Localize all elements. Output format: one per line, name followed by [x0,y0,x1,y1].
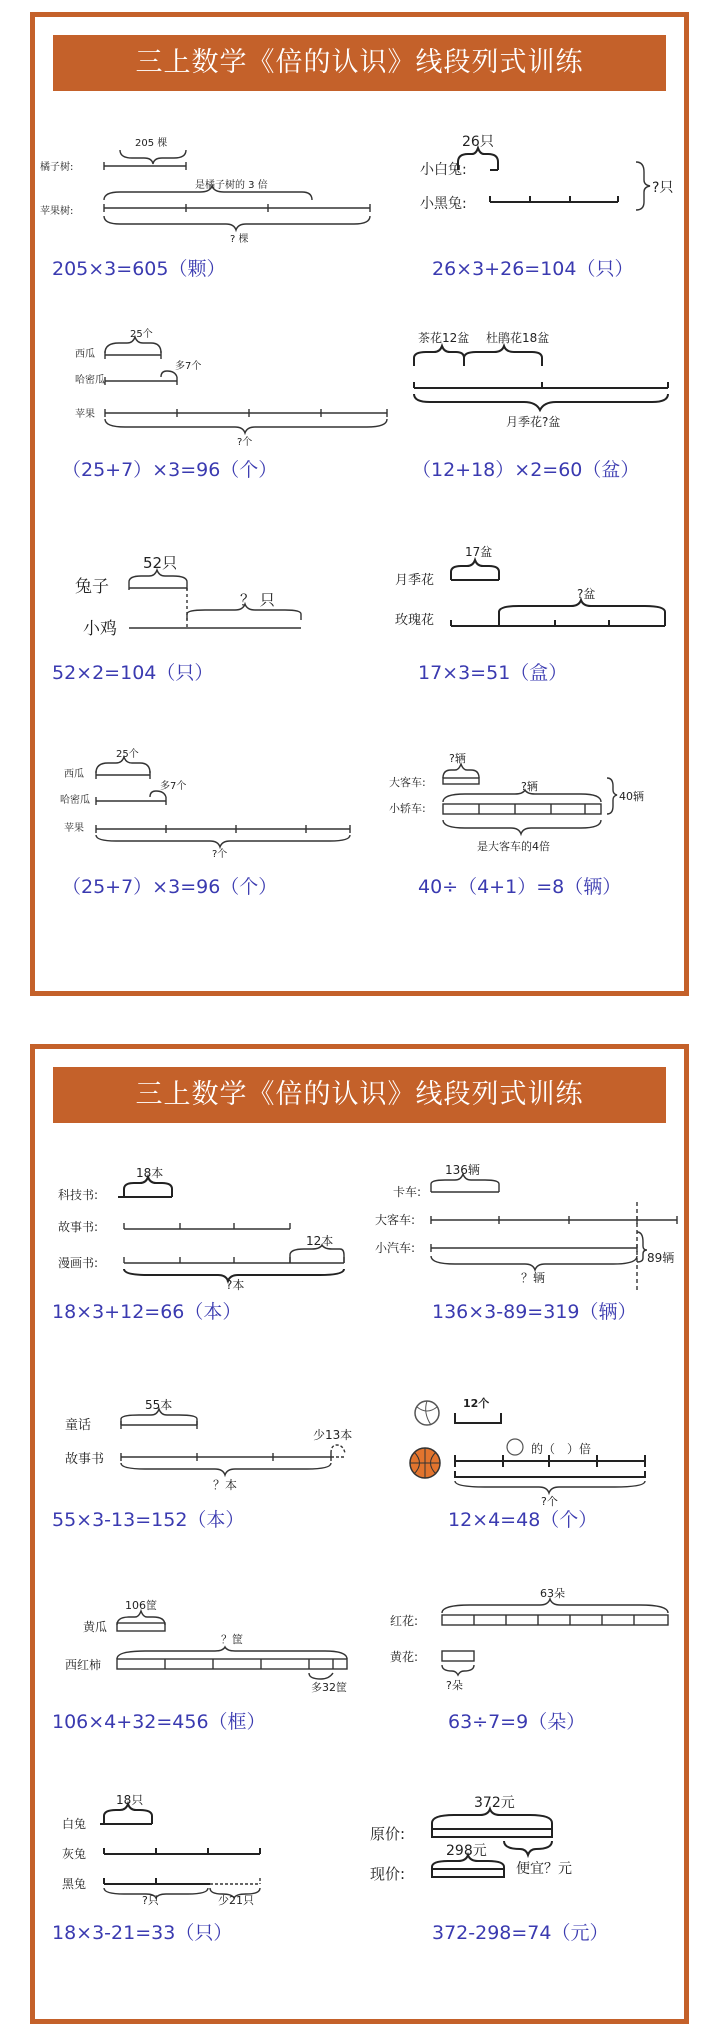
diagram-label: 红花: [390,1614,419,1628]
diagram-label: 卡车: [393,1185,422,1199]
diagram-label: 多7个 [175,361,202,372]
diagram-label: 26只 [462,134,494,150]
answer-p2-5: 106×4+32=456（框） [52,1711,266,1733]
diagram-p2-4 [405,1395,655,1508]
diagram-label: ？辆 [521,1271,546,1285]
diagram-label: 17盆 [465,545,493,559]
diagram-label: 106筐 [125,1599,157,1612]
diagram-label: 小白兔: [420,162,467,178]
diagram-label: ?盆 [577,587,596,601]
diagram-label: 月季花?盆 [506,415,561,429]
diagram-label: 63朵 [540,1587,565,1600]
volleyball-icon [415,1401,439,1425]
diagram-p1-2 [420,132,690,232]
diagram-label: 205 棵 [135,138,168,149]
diagram-p1-7 [60,745,370,860]
diagram-label: 52只 [143,554,178,572]
panel-title: 三上数学《倍的认识》线段列式训练 [53,35,666,91]
diagram-label: 55本 [145,1398,173,1412]
diagram-label: ？ 只 [240,591,275,609]
diagram-p1-8 [385,750,685,860]
diagram-label: 小汽车: [375,1241,416,1255]
diagram-label: 12本 [306,1234,334,1248]
diagram-p1-6 [395,540,685,650]
diagram-label: 25个 [130,329,153,340]
volleyball-icon [507,1439,523,1455]
diagram-p1-5 [75,550,355,650]
diagram-label: 12个 [463,1397,490,1410]
diagram-label: 黑兔 [62,1877,87,1891]
diagram-label: ?只 [652,180,674,196]
diagram-label: 哈密瓜 [75,375,105,386]
diagram-label: 西瓜 [64,769,84,780]
answer-p1-5: 52×2=104（只） [52,662,214,684]
diagram-p1-3 [75,325,395,448]
answer-p2-4: 12×4=48（个） [448,1509,598,1531]
diagram-label: ?朵 [446,1679,463,1692]
answer-p2-1: 18×3+12=66（本） [52,1301,242,1323]
diagram-label: 多7个 [160,781,187,792]
diagram-label: 18本 [136,1166,164,1180]
diagram-label: 136辆 [445,1163,480,1177]
diagram-label: ？本 [213,1478,238,1492]
diagram-label: 橘子树: [40,162,74,173]
answer-p2-6: 63÷7=9（朵） [448,1711,586,1733]
diagram-label: 灰兔 [62,1847,87,1861]
diagram-label: ?辆 [449,752,466,765]
diagram-label: ? 棵 [230,234,249,245]
diagram-label: 便宜？元 [516,1861,572,1877]
diagram-label: 89辆 [647,1251,675,1265]
answer-p1-3: （25+7）×3=96（个） [62,459,278,481]
diagram-label: 兔子 [75,577,109,597]
diagram-label: 少21只 [218,1894,254,1907]
diagram-label: ?只 [142,1894,159,1907]
diagram-label: 40辆 [619,790,644,803]
diagram-label: ?辆 [521,780,538,793]
answer-p2-3: 55×3-13=152（本） [52,1509,245,1531]
diagram-label: ?个 [212,849,228,860]
diagram-label: 玫瑰花 [395,613,435,628]
diagram-p2-5 [65,1595,375,1695]
diagram-p1-1 [40,130,380,245]
diagram-p2-6 [390,1585,680,1695]
diagram-p2-8 [370,1793,670,1903]
diagram-label: 是橘子树的 3 倍 [195,180,268,191]
diagram-label: 黄花: [390,1650,419,1664]
diagram-label: 漫画书: [58,1256,99,1270]
diagram-label: 大客车: [389,776,426,789]
panel-title: 三上数学《倍的认识》线段列式训练 [53,1067,666,1123]
diagram-label: 大客车: [375,1213,416,1227]
diagram-label: 白兔 [62,1817,87,1831]
diagram-label: 西红柿 [65,1658,102,1672]
diagram-p1-4 [400,328,680,438]
diagram-p2-1 [58,1165,358,1290]
answer-p1-2: 26×3+26=104（只） [432,258,634,280]
diagram-label: 月季花 [395,573,435,588]
diagram-label: 故事书: [58,1220,99,1234]
diagram-label: ?个 [237,437,253,448]
diagram-label: ?个 [541,1495,558,1508]
diagram-label: 多32筐 [311,1681,347,1694]
diagram-label: 茶花12盆 [418,331,470,345]
diagram-label: 黄瓜 [83,1620,108,1634]
answer-p2-8: 372-298=74（元） [432,1922,609,1944]
diagram-label: 是大客车的4倍 [477,840,550,853]
answer-p1-6: 17×3=51（盒） [418,662,568,684]
diagram-label: 小黑兔: [420,196,467,212]
diagram-label: 西瓜 [75,349,95,360]
diagram-label: 童话 [65,1418,92,1433]
answer-p1-1: 205×3=605（颗） [52,258,226,280]
diagram-p2-7 [62,1790,322,1905]
diagram-label: 苹果 [64,823,84,834]
answer-p1-4: （12+18）×2=60（盆） [412,459,640,481]
diagram-p2-2 [375,1162,685,1287]
diagram-label: 18只 [116,1793,144,1807]
diagram-label: 故事书 [65,1452,105,1467]
diagram-label: 少13本 [313,1428,353,1442]
diagram-label: 25个 [116,749,139,760]
diagram-label: 小鸡 [83,619,117,639]
diagram-label: 杜鹃花18盆 [486,331,550,345]
answer-p1-7: （25+7）×3=96（个） [62,876,278,898]
answer-p2-2: 136×3-89=319（辆） [432,1301,637,1323]
diagram-label: ？筐 [221,1633,243,1646]
diagram-label: 现价: [370,1865,406,1883]
diagram-label: 的（ ）倍 [531,1442,592,1456]
diagram-label: 原价: [370,1825,406,1843]
diagram-label: 苹果 [75,409,95,420]
diagram-label: 哈密瓜 [60,795,90,806]
diagram-label: 372元 [474,1795,515,1811]
diagram-label: ?本 [226,1278,245,1292]
diagram-label: 苹果树: [40,206,74,217]
answer-p1-8: 40÷（4+1）=8（辆） [418,876,622,898]
diagram-label: 298元 [446,1843,487,1859]
diagram-label: 小轿车: [389,802,426,815]
diagram-label: 科技书: [58,1188,99,1202]
answer-p2-7: 18×3-21=33（只） [52,1922,233,1944]
diagram-p2-3 [65,1395,375,1495]
